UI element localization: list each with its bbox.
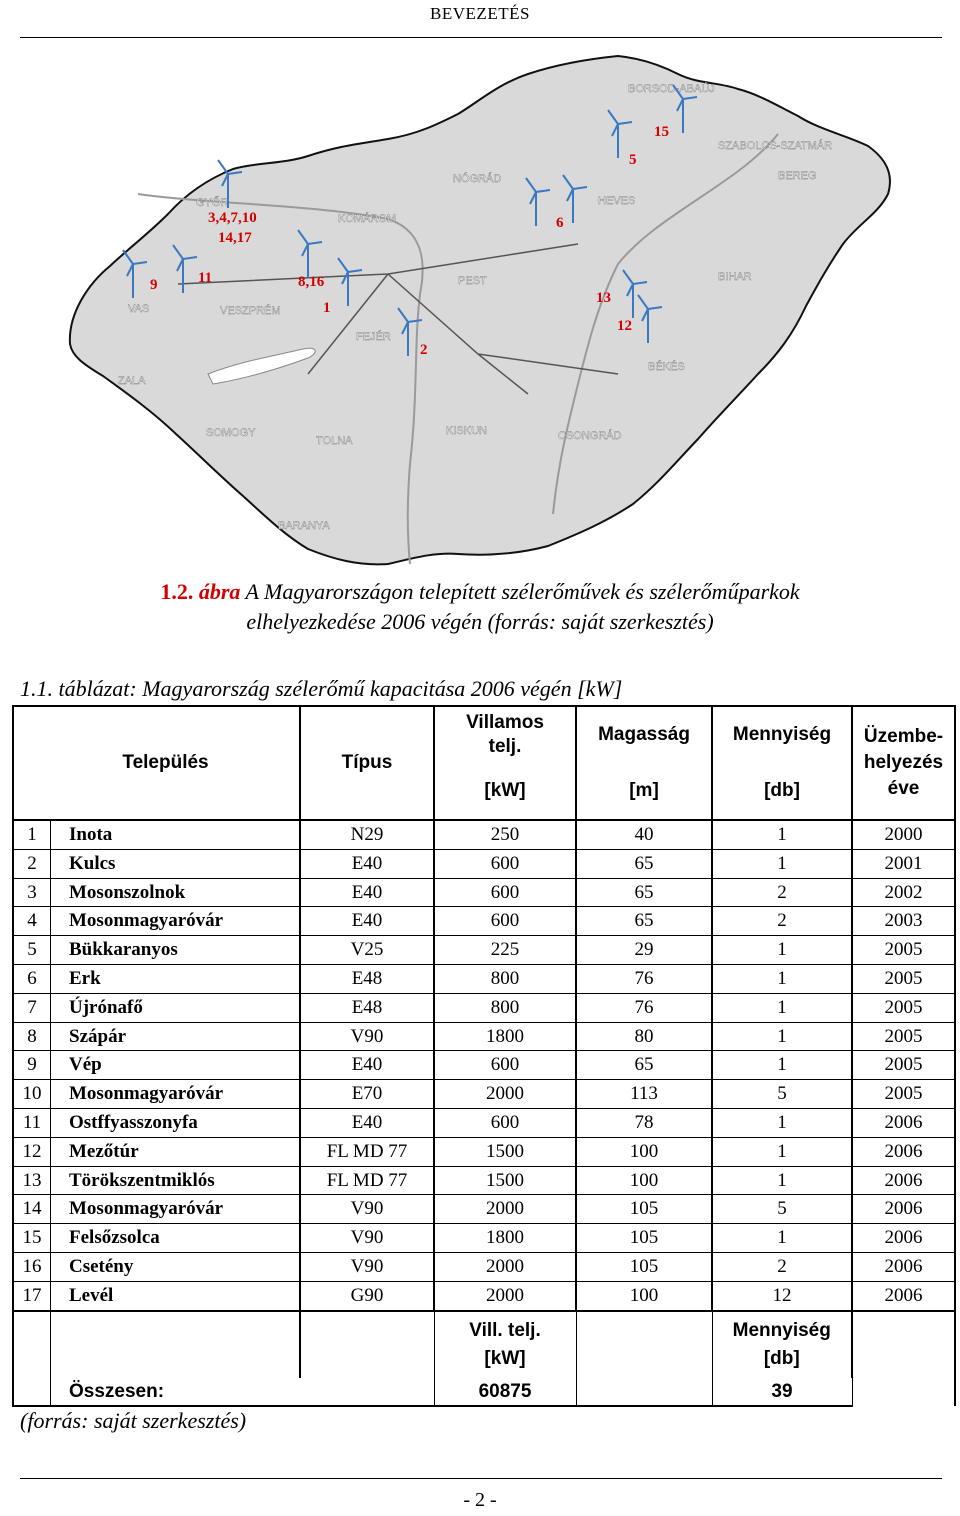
quantity-cell: 1 [712,993,852,1022]
power-cell: 2000 [434,1080,576,1109]
settlement-cell: Bükkaranyos [51,936,301,965]
height-cell: 65 [576,849,712,878]
header-quantity: Mennyiség [712,706,852,763]
power-cell: 800 [434,964,576,993]
header-power-line-1: Villamos [466,712,544,733]
height-cell: 29 [576,936,712,965]
settlement-cell: Ostffyasszonyfa [51,1108,301,1137]
summary-qty-line-2: [db] [763,1347,800,1369]
height-cell: 65 [576,907,712,936]
row-number: 9 [13,1051,51,1080]
summary-qty-total: 39 [712,1378,852,1407]
type-cell: V25 [300,936,434,965]
power-cell: 2000 [434,1281,576,1310]
site-label: 15 [654,124,669,140]
settlement-cell: Mosonszolnok [51,878,301,907]
table-row [13,820,955,849]
type-cell: FL MD 77 [300,1137,434,1166]
caption-line-1: A Magyarországon telepített szélerőművek és szélerőműparkok [240,579,800,604]
quantity-cell: 5 [712,1195,852,1224]
power-cell: 1500 [434,1137,576,1166]
table-row [13,1051,955,1080]
quantity-cell: 2 [712,1252,852,1281]
summary-qty-header [712,1311,852,1378]
table-row [13,1224,955,1253]
unit-height: [m] [576,763,712,820]
county-label: BORSOD-ABAÚJ [628,83,715,95]
quantity-cell: 1 [712,1051,852,1080]
power-cell: 600 [434,878,576,907]
hungary-wind-map [58,44,900,574]
table-source-note: (forrás: saját szerkesztés) [20,1408,247,1433]
county-label: BARANYA [278,520,330,532]
height-cell: 113 [576,1080,712,1109]
height-cell: 100 [576,1166,712,1195]
row-number: 14 [13,1195,51,1224]
year-cell: 2005 [852,1022,955,1051]
row-number: 3 [13,878,51,907]
quantity-cell: 5 [712,1080,852,1109]
row-number: 5 [13,936,51,965]
summary-label: Összesen: [51,1378,435,1407]
table-row [13,964,955,993]
row-number: 16 [13,1252,51,1281]
summary-blank [13,1311,51,1378]
county-label: TOLNA [316,435,353,447]
footer-divider [20,1478,942,1479]
table-row [13,1195,955,1224]
table-row [13,1166,955,1195]
height-cell: 105 [576,1252,712,1281]
summary-blank [13,1378,51,1407]
type-cell: V90 [300,1022,434,1051]
power-cell: 1800 [434,1022,576,1051]
caption-line-2: elhelyezkedése 2006 végén (forrás: saját szerkesztés) [246,609,714,634]
summary-blank [51,1311,301,1378]
summary-blank [852,1378,955,1407]
figure-caption [0,577,960,637]
row-number: 10 [13,1080,51,1109]
quantity-cell: 2 [712,907,852,936]
site-label: 3,4,7,10 [208,210,257,226]
header-year-line-1: Üzembe- [863,726,944,747]
year-cell: 2005 [852,1080,955,1109]
year-cell: 2003 [852,907,955,936]
header-year-line-2: helyezés éve [863,752,944,799]
county-label: VESZPRÉM [220,305,281,317]
type-cell: E40 [300,878,434,907]
type-cell: E40 [300,849,434,878]
settlement-cell: Mosonmagyaróvár [51,1195,301,1224]
site-label: 13 [596,290,611,306]
height-cell: 65 [576,878,712,907]
summary-total-row [13,1378,955,1407]
county-label: PEST [458,275,487,287]
height-cell: 105 [576,1224,712,1253]
header-type: Típus [300,706,434,820]
quantity-cell: 2 [712,878,852,907]
site-label: 8,16 [298,274,325,290]
running-header: BEVEZETÉS [430,4,530,23]
table-row [13,849,955,878]
site-label: 2 [420,342,428,358]
header-height: Magasság [576,706,712,763]
height-cell: 78 [576,1108,712,1137]
quantity-cell: 1 [712,1224,852,1253]
table-row [13,993,955,1022]
row-number: 4 [13,907,51,936]
settlement-cell: Újrónafő [51,993,301,1022]
header-power [434,706,576,763]
summary-header-row [13,1311,955,1378]
unit-quantity: [db] [712,763,852,820]
table-row [13,1281,955,1310]
summary-blank [576,1378,712,1407]
height-cell: 105 [576,1195,712,1224]
height-cell: 100 [576,1281,712,1310]
site-label: 5 [629,152,637,168]
settlement-cell: Levél [51,1281,301,1310]
table-row [13,1252,955,1281]
figure-word: ábra [198,579,241,604]
county-label: GYŐR [196,197,229,209]
county-label: BÉKÉS [648,361,685,373]
county-label: KOMÁROM [338,213,397,225]
type-cell: FL MD 77 [300,1166,434,1195]
table-title: 1.1. táblázat: Magyarország szélerőmű kapacitása 2006 végén [kW] [20,676,623,701]
power-cell: 2000 [434,1195,576,1224]
power-cell: 225 [434,936,576,965]
site-label: 1 [323,300,331,316]
county-label: BEREG [778,170,817,182]
year-cell: 2006 [852,1166,955,1195]
settlement-cell: Felsőzsolca [51,1224,301,1253]
power-cell: 600 [434,849,576,878]
power-cell: 1800 [434,1224,576,1253]
type-cell: G90 [300,1281,434,1310]
settlement-cell: Mosonmagyaróvár [51,907,301,936]
summary-blank [852,1311,955,1378]
table-row [13,1022,955,1051]
power-cell: 600 [434,1108,576,1137]
county-label: BIHAR [718,271,752,283]
table-header-row [13,706,955,763]
county-label: CSONGRÁD [558,430,622,442]
quantity-cell: 1 [712,1108,852,1137]
row-number: 15 [13,1224,51,1253]
row-number: 12 [13,1137,51,1166]
county-label: FEJÉR [356,331,391,343]
map-svg [58,44,900,574]
power-cell: 1500 [434,1166,576,1195]
row-number: 6 [13,964,51,993]
year-cell: 2006 [852,1108,955,1137]
type-cell: E40 [300,1051,434,1080]
site-label: 12 [617,318,632,334]
quantity-cell: 1 [712,964,852,993]
type-cell: V90 [300,1195,434,1224]
header-year [852,706,955,820]
type-cell: E48 [300,964,434,993]
county-label: KISKUN [446,425,487,437]
summary-power-line-1: Vill. telj. [469,1319,541,1341]
type-cell: E70 [300,1080,434,1109]
year-cell: 2005 [852,964,955,993]
type-cell: E48 [300,993,434,1022]
county-label: NÓGRÁD [453,173,502,185]
type-cell: N29 [300,820,434,849]
table-row [13,1080,955,1109]
table-row [13,1108,955,1137]
county-label: ZALA [118,375,146,387]
header-settlement: Település [13,706,300,820]
height-cell: 80 [576,1022,712,1051]
row-number: 1 [13,820,51,849]
settlement-cell: Inota [51,820,301,849]
site-label: 6 [556,215,564,231]
row-number: 11 [13,1108,51,1137]
power-cell: 600 [434,907,576,936]
table-row [13,907,955,936]
quantity-cell: 1 [712,1137,852,1166]
site-label: 14,17 [218,230,252,246]
summary-power-line-2: [kW] [484,1347,526,1369]
unit-power: [kW] [434,763,576,820]
year-cell: 2001 [852,849,955,878]
county-label: SOMOGY [206,427,256,439]
year-cell: 2005 [852,1051,955,1080]
type-cell: E40 [300,907,434,936]
type-cell: V90 [300,1252,434,1281]
year-cell: 2002 [852,878,955,907]
height-cell: 65 [576,1051,712,1080]
year-cell: 2000 [852,820,955,849]
power-cell: 600 [434,1051,576,1080]
header-divider [20,37,942,38]
type-cell: V90 [300,1224,434,1253]
settlement-cell: Vép [51,1051,301,1080]
settlement-cell: Kulcs [51,849,301,878]
row-number: 7 [13,993,51,1022]
year-cell: 2005 [852,993,955,1022]
settlement-cell: Mosonmagyaróvár [51,1080,301,1109]
figure-number: 1.2. [160,579,194,604]
row-number: 8 [13,1022,51,1051]
summary-power-total: 60875 [434,1378,576,1407]
height-cell: 76 [576,964,712,993]
quantity-cell: 12 [712,1281,852,1310]
country-outline [70,56,890,564]
settlement-cell: Törökszentmiklós [51,1166,301,1195]
year-cell: 2005 [852,936,955,965]
summary-blank [576,1311,712,1378]
county-label: VAS [128,303,150,315]
settlement-cell: Csetény [51,1252,301,1281]
year-cell: 2006 [852,1252,955,1281]
power-cell: 2000 [434,1252,576,1281]
power-cell: 800 [434,993,576,1022]
county-label: SZABOLCS-SZATMÁR [718,140,833,152]
height-cell: 40 [576,820,712,849]
page-number: - 2 - [463,1489,497,1511]
summary-power-header [434,1311,576,1378]
year-cell: 2006 [852,1137,955,1166]
wind-capacity-table [12,705,956,1407]
power-cell: 250 [434,820,576,849]
site-label: 11 [198,270,213,286]
settlement-cell: Mezőtúr [51,1137,301,1166]
quantity-cell: 1 [712,1166,852,1195]
row-number: 13 [13,1166,51,1195]
table-row [13,936,955,965]
quantity-cell: 1 [712,849,852,878]
year-cell: 2006 [852,1195,955,1224]
table-row [13,878,955,907]
county-label: HEVES [598,195,636,207]
settlement-cell: Erk [51,964,301,993]
settlement-cell: Szápár [51,1022,301,1051]
site-label: 9 [150,277,158,293]
height-cell: 76 [576,993,712,1022]
quantity-cell: 1 [712,820,852,849]
height-cell: 100 [576,1137,712,1166]
summary-blank [300,1311,434,1378]
header-power-line-2: telj. [488,736,522,757]
summary-qty-line-1: Mennyiség [732,1319,831,1341]
quantity-cell: 1 [712,1022,852,1051]
table-row [13,1137,955,1166]
year-cell: 2006 [852,1281,955,1310]
quantity-cell: 1 [712,936,852,965]
year-cell: 2006 [852,1224,955,1253]
row-number: 17 [13,1281,51,1310]
type-cell: E40 [300,1108,434,1137]
row-number: 2 [13,849,51,878]
